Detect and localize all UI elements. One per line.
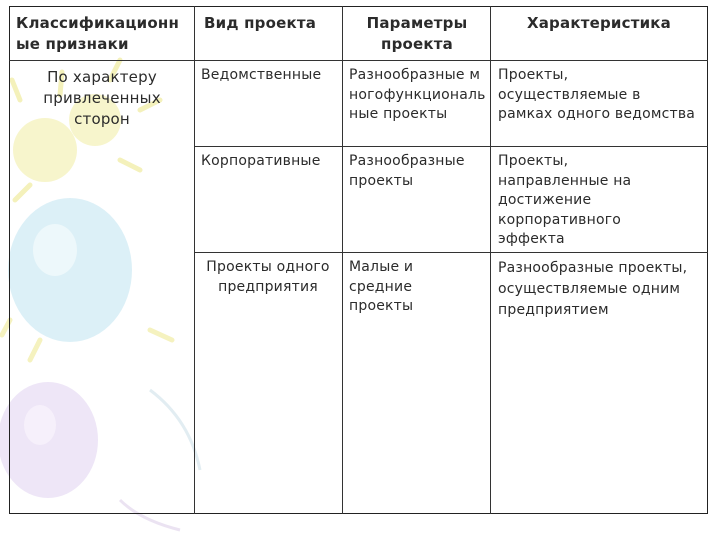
header-divider (9, 60, 708, 61)
column-divider (194, 6, 195, 514)
group-label: По характеру привлеченных сторон (43, 68, 161, 128)
row-divider (194, 252, 708, 253)
header-project-params: Параметры проекта (366, 14, 468, 53)
header-characteristic: Характеристика (526, 14, 672, 32)
header-project-type: Вид проекта (204, 14, 317, 32)
row-3-type: Проекты одного предприятия (206, 259, 330, 295)
column-divider (490, 6, 491, 514)
header-classification: Классификационные признаки (16, 14, 180, 53)
row-2-type: Корпоративные (201, 153, 321, 169)
row-1-params: Разнообразные многофункциональные проекты (349, 67, 486, 122)
row-3-characteristic: Разнообразные проекты, осуществляемые одним предприятием (498, 260, 688, 318)
row-1-type: Ведомственные (201, 67, 322, 83)
row-divider (194, 146, 708, 147)
row-2-params: Разнообразные проекты (349, 153, 465, 189)
row-2-characteristic: Проекты, направленные на достижение корпоративного эффекта (498, 153, 632, 247)
row-3-params: Малые и средние проекты (349, 259, 414, 314)
column-divider (342, 6, 343, 514)
row-1-characteristic: Проекты, осуществляемые в рамках одного ведомства (498, 67, 696, 122)
